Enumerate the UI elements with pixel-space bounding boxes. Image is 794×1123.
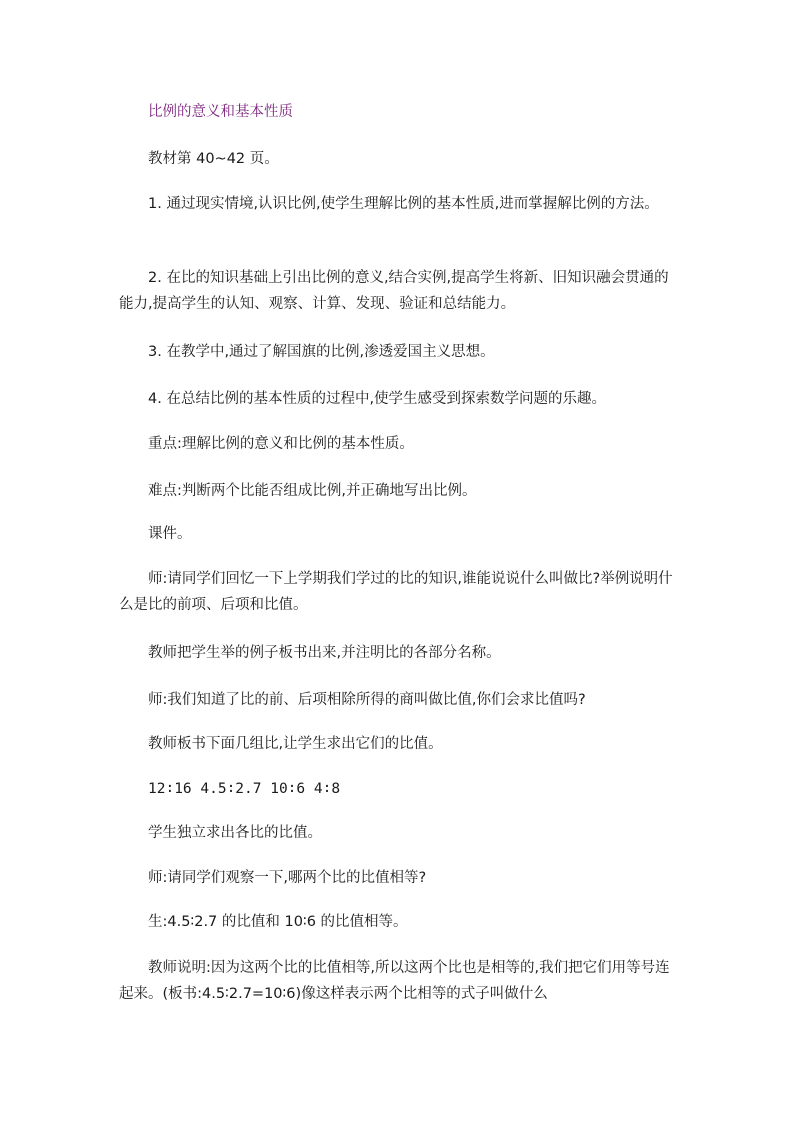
paragraph-objective-2: 2. 在比的知识基础上引出比例的意义,结合实例,提高学生将新、旧知识融会贯通的能力,提高学生的认知、观察、计算、发现、验证和总结能力。: [119, 270, 669, 312]
paragraph-teacher-explanation: 教师说明:因为这两个比的比值相等,所以这两个比也是相等的,我们把它们用等号连起来。(板书:4.5∶2.7=10∶6)像这样表示两个比相等的式子叫做什么: [119, 960, 670, 1002]
paragraph-key-point: 重点:理解比例的意义和比例的基本性质。: [148, 436, 414, 452]
paragraph-difficulty: 难点:判断两个比能否组成比例,并正确地写出比例。: [148, 483, 477, 499]
paragraph-ratio-list: 12∶16 4.5∶2.7 10∶6 4∶8: [148, 781, 341, 797]
paragraph-teacher-question-2: 师:我们知道了比的前、后项相除所得的商叫做比值,你们会求比值吗?: [148, 692, 586, 708]
paragraph-materials: 课件。: [148, 526, 192, 542]
document-title: 比例的意义和基本性质: [148, 104, 293, 120]
paragraph-teacher-question-1: 师:请同学们回忆一下上学期我们学过的比的知识,谁能说说什么叫做比?举例说明什么是比的前项、后项和比值。: [119, 571, 673, 613]
paragraph-objective-1: 1. 通过现实情境,认识比例,使学生理解比例的基本性质,进而掌握解比例的方法。: [148, 196, 659, 212]
paragraph-student-answer: 生:4.5∶2.7 的比值和 10∶6 的比值相等。: [148, 914, 408, 930]
paragraph-objective-3: 3. 在教学中,通过了解国旗的比例,渗透爱国主义思想。: [148, 344, 495, 360]
paragraph-teacher-board-2: 教师板书下面几组比,让学生求出它们的比值。: [148, 736, 443, 752]
paragraph-teacher-question-3: 师:请同学们观察一下,哪两个比的比值相等?: [148, 870, 427, 886]
paragraph-textbook-pages: 教材第 40~42 页。: [148, 151, 279, 167]
paragraph-teacher-board-1: 教师把学生举的例子板书出来,并注明比的各部分名称。: [148, 645, 501, 661]
paragraph-student-work: 学生独立求出各比的比值。: [148, 825, 322, 841]
paragraph-objective-4: 4. 在总结比例的基本性质的过程中,使学生感受到探索数学问题的乐趣。: [148, 391, 607, 407]
